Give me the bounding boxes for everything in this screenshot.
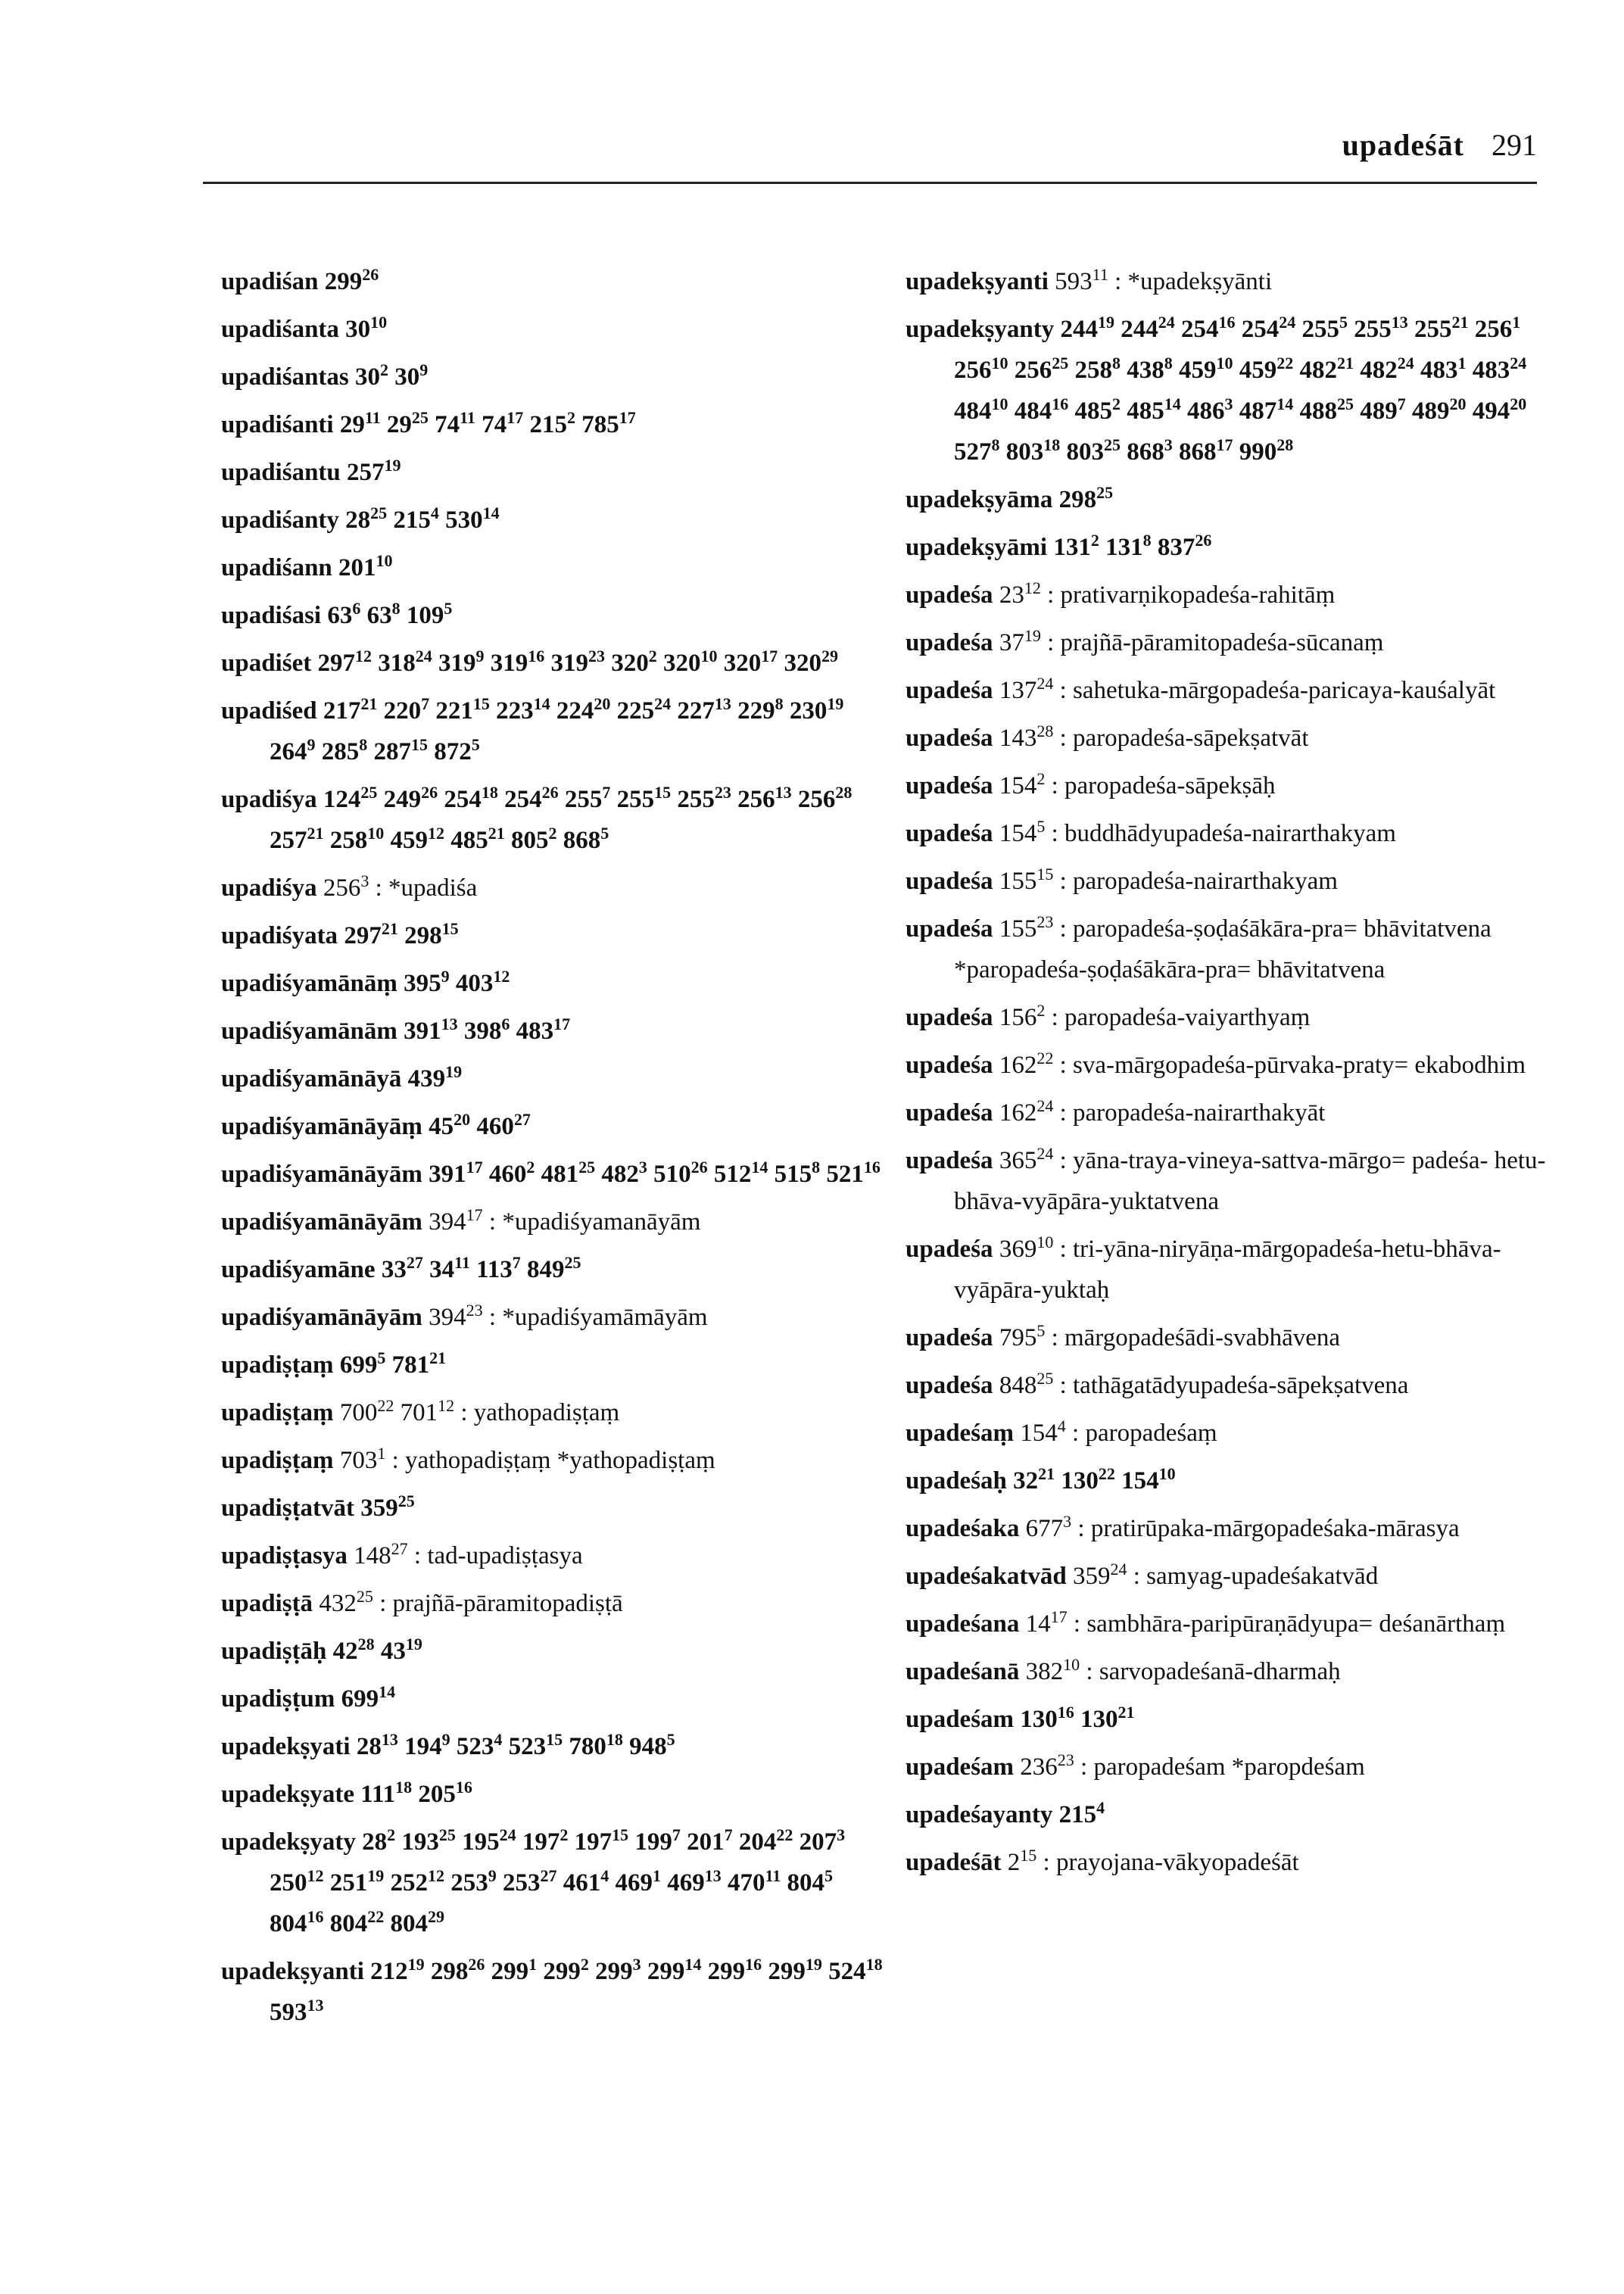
entry-references: $28^{25}$ $215^4$ $530^{14}$ bbox=[345, 503, 500, 534]
entry-headword: upadeśam bbox=[906, 1706, 1015, 1733]
entry-note: : paropadeśa-sāpekṣatvāt bbox=[1059, 725, 1309, 752]
entry-note: : paropadeśaṃ bbox=[1072, 1420, 1217, 1447]
index-entry bbox=[906, 575, 1557, 616]
entry-note: : tri-yāna-niryāṇa-mārgopadeśa-hetu-bhāva-vyāpāra-yuktaḥ bbox=[954, 1236, 1501, 1304]
index-entry bbox=[221, 404, 887, 445]
index-entry bbox=[221, 1297, 887, 1338]
entry-headword: upadeśa bbox=[906, 1324, 993, 1351]
entry-headword: upadiśyamānāyām bbox=[221, 1208, 422, 1236]
entry-references: $256^3$ bbox=[323, 871, 369, 902]
index-entry bbox=[906, 1604, 1557, 1644]
index-entry bbox=[221, 915, 887, 956]
entry-headword: upadeśa bbox=[906, 1052, 993, 1079]
entry-headword: upadiśantu bbox=[221, 459, 341, 486]
entry-headword: upadiśann bbox=[221, 554, 332, 581]
entry-references: $432^{25}$ bbox=[319, 1587, 373, 1617]
entry-references: $700^{22}$ $701^{12}$ bbox=[339, 1396, 455, 1426]
index-entry bbox=[221, 1535, 887, 1576]
entry-references: $30^{10}$ bbox=[345, 313, 388, 343]
entry-references: $131^2$ $131^8$ $837^{26}$ bbox=[1053, 531, 1212, 561]
entry-note: : paropadeśa-nairarthakyam bbox=[1059, 868, 1338, 895]
index-entry bbox=[906, 1747, 1557, 1788]
index-entry bbox=[221, 1583, 887, 1624]
entry-headword: upadeśakatvād bbox=[906, 1563, 1067, 1590]
entry-headword: upadeśa bbox=[906, 868, 993, 895]
entry-headword: upadeśanā bbox=[906, 1658, 1020, 1685]
entry-headword: upadiśasi bbox=[221, 602, 322, 629]
index-entry bbox=[906, 997, 1557, 1038]
entry-note: : prativarṇikopadeśa-rahitāṃ bbox=[1047, 581, 1336, 609]
entry-headword: upadekṣyati bbox=[221, 1733, 351, 1760]
index-entry bbox=[906, 765, 1557, 806]
entry-references: $299^{26}$ bbox=[324, 265, 379, 295]
entry-headword: upadeśa bbox=[906, 1236, 993, 1263]
entry-references: $30^2$ $30^9$ bbox=[355, 360, 429, 391]
entry-note: : paropadeśa-ṣoḍaśākāra-pra= bhāvitatvena *paropadeśa-ṣoḍaśākāra-pra= bhāvitatvena bbox=[954, 915, 1492, 983]
entry-headword: upadiśanta bbox=[221, 316, 339, 343]
entry-headword: upadeśāt bbox=[906, 1849, 1002, 1876]
entry-note: : prajñā-pāramitopadiṣṭā bbox=[379, 1590, 623, 1617]
index-entry bbox=[906, 1365, 1557, 1406]
index-entry bbox=[906, 1045, 1557, 1086]
entry-references: $32^{21}$ $130^{22}$ $154^{10}$ bbox=[1013, 1464, 1176, 1495]
index-entry bbox=[221, 357, 887, 397]
index-entry bbox=[906, 1556, 1557, 1597]
entry-headword: upadiśyamānāyām bbox=[221, 1161, 422, 1188]
index-entry bbox=[906, 1229, 1557, 1311]
entry-references: $23^{12}$ bbox=[999, 578, 1041, 609]
index-entry bbox=[906, 479, 1557, 520]
entry-references: $593^{11}$ bbox=[1055, 265, 1108, 295]
index-entry bbox=[221, 1154, 887, 1195]
index-entry bbox=[221, 1678, 887, 1719]
index-entry bbox=[221, 1345, 887, 1385]
index-entry bbox=[221, 963, 887, 1004]
index-entry bbox=[221, 1488, 887, 1529]
entry-headword: upadeśa bbox=[906, 725, 993, 752]
entry-references: $394^{17}$ bbox=[429, 1205, 483, 1236]
entry-references: $28^2$ $193^{25}$ $195^{24}$ $197^2$ $197^{15}$ $199^7$ $201^7$ $204^{22}$ $207^3$ $250^{12}$ $251^{19}$ $252^{12}$ $253^9$ $253^{27}$ $461^4$ $469^1$ $469^{13}$ $470^{11}$ $804^5$ $804^{16}$ $804^{22}$ $804^{29}$ bbox=[270, 1825, 846, 1937]
index-entry bbox=[906, 1460, 1557, 1501]
index-entry bbox=[221, 261, 887, 302]
index-entry bbox=[906, 718, 1557, 759]
entry-references: $699^5$ $781^{21}$ bbox=[339, 1348, 447, 1379]
index-entry bbox=[221, 1631, 887, 1672]
page-number: 291 bbox=[1492, 128, 1537, 162]
entry-note: : pratirūpaka-mārgopadeśaka-mārasya bbox=[1077, 1515, 1460, 1542]
index-entry bbox=[906, 813, 1557, 854]
right-column bbox=[906, 261, 1557, 1890]
index-entry bbox=[906, 261, 1557, 302]
entry-note: : *upadekṣyānti bbox=[1114, 268, 1273, 295]
entry-headword: upadeśam bbox=[906, 1753, 1015, 1781]
entry-headword: upadekṣyāmi bbox=[906, 534, 1048, 561]
entry-note: : yathopadiṣṭaṃ bbox=[460, 1399, 620, 1426]
entry-references: $848^{25}$ bbox=[999, 1369, 1054, 1399]
index-entry bbox=[221, 1726, 887, 1767]
entry-headword: upadiṣṭaṃ bbox=[221, 1399, 334, 1426]
entry-references: $111^{18}$ $205^{16}$ bbox=[360, 1778, 472, 1808]
entry-note: : tad-upadiṣṭasya bbox=[413, 1542, 583, 1569]
entry-references: $154^2$ bbox=[999, 769, 1046, 799]
entry-headword: upadeśa bbox=[906, 677, 993, 704]
entry-note: : *upadiśa bbox=[375, 874, 478, 902]
entry-references: $14^{17}$ bbox=[1025, 1607, 1068, 1638]
entry-note: : sarvopadeśanā-dharmaḥ bbox=[1086, 1658, 1341, 1685]
index-entry bbox=[221, 500, 887, 541]
entry-references: $297^{12}$ $318^{24}$ $319^9$ $319^{16}$ $319^{23}$ $320^2$ $320^{10}$ $320^{17}$ $320^{29}$ bbox=[317, 647, 838, 677]
index-entry bbox=[221, 1011, 887, 1052]
entry-headword: upadekṣyate bbox=[221, 1781, 355, 1808]
entry-note: : yāna-traya-vineya-sattva-mārgo= padeśa- hetu-bhāva-vyāpāra-yuktatvena bbox=[954, 1147, 1546, 1215]
index-entry bbox=[221, 1058, 887, 1099]
index-entry bbox=[906, 1842, 1557, 1883]
entry-headword: upadeśa bbox=[906, 772, 993, 799]
entry-headword: upadeśa bbox=[906, 1099, 993, 1127]
entry-headword: upadiśyamāne bbox=[221, 1256, 376, 1283]
entry-references: $391^{17}$ $460^2$ $481^{25}$ $482^3$ $510^{26}$ $512^{14}$ $515^8$ $521^{16}$ bbox=[429, 1158, 881, 1188]
left-column bbox=[221, 261, 887, 2040]
index-entry bbox=[906, 1699, 1557, 1740]
entry-note: : *upadiśyamāmāyām bbox=[488, 1304, 708, 1331]
entry-references: $154^4$ bbox=[1020, 1417, 1066, 1447]
entry-note: : buddhādyupadeśa-nairarthakyam bbox=[1051, 820, 1396, 847]
entry-headword: upadeśa bbox=[906, 1147, 993, 1174]
entry-note: : paropadeśa-vaiyarthyaṃ bbox=[1051, 1004, 1311, 1031]
entry-note: : samyag-upadeśakatvād bbox=[1133, 1563, 1379, 1590]
entry-headword: upadiśed bbox=[221, 697, 317, 725]
entry-headword: upadekṣyanti bbox=[906, 268, 1049, 295]
entry-headword: upadekṣyāma bbox=[906, 486, 1053, 513]
entry-headword: upadiṣṭum bbox=[221, 1685, 335, 1713]
entry-headword: upadiśantas bbox=[221, 363, 349, 391]
entry-references: $395^9$ $403^{12}$ bbox=[404, 967, 510, 997]
entry-headword: upadeśana bbox=[906, 1610, 1020, 1638]
entry-note: : tathāgatādyupadeśa-sāpekṣatvena bbox=[1059, 1372, 1409, 1399]
entry-references: $155^{15}$ bbox=[999, 865, 1054, 895]
entry-headword: upadeśa bbox=[906, 1372, 993, 1399]
entry-references: $42^{28}$ $43^{19}$ bbox=[332, 1635, 422, 1665]
entry-headword: upadekṣyaty bbox=[221, 1828, 356, 1856]
entry-references: $795^5$ bbox=[999, 1321, 1046, 1351]
entry-headword: upadiśanti bbox=[221, 411, 334, 438]
entry-headword: upadiṣṭatvāt bbox=[221, 1495, 355, 1522]
entry-headword: upadiśya bbox=[221, 786, 317, 813]
entry-headword: upadeśa bbox=[906, 820, 993, 847]
entry-references: $257^{19}$ bbox=[347, 456, 401, 486]
entry-references: $28^{13}$ $194^9$ $523^4$ $523^{15}$ $780^{18}$ $948^5$ bbox=[356, 1730, 675, 1760]
index-entry bbox=[906, 1508, 1557, 1549]
entry-headword: upadiṣṭā bbox=[221, 1590, 313, 1617]
entry-references: $124^{25}$ $249^{26}$ $254^{18}$ $254^{26}$ $255^7$ $255^{15}$ $255^{23}$ $256^{13}$ $256^{28}$ $257^{21}$ $258^{10}$ $459^{12}$ $485^{21}$ $805^2$ $868^5$ bbox=[270, 783, 853, 854]
entry-references: $162^{24}$ bbox=[999, 1096, 1054, 1127]
entry-references: $297^{21}$ $298^{15}$ bbox=[344, 919, 459, 949]
entry-references: $215^4$ bbox=[1058, 1798, 1105, 1828]
entry-headword: upadiṣṭāḥ bbox=[221, 1638, 327, 1665]
entry-headword: upadiśyamānāyām bbox=[221, 1304, 422, 1331]
running-headword: upadeśāt bbox=[1342, 128, 1464, 162]
index-entry bbox=[221, 643, 887, 684]
entry-references: $37^{19}$ bbox=[999, 626, 1041, 656]
entry-references: $236^{23}$ bbox=[1020, 1750, 1074, 1781]
entry-headword: upadiśyamānāṃ bbox=[221, 970, 397, 997]
entry-references: $137^{24}$ bbox=[999, 674, 1054, 704]
index-entry bbox=[221, 452, 887, 493]
index-entry bbox=[221, 868, 887, 909]
entry-headword: upadiśan bbox=[221, 268, 319, 295]
entry-references: $359^{24}$ bbox=[1073, 1560, 1127, 1590]
entry-references: $130^{16}$ $130^{21}$ bbox=[1020, 1703, 1135, 1733]
entry-references: $359^{25}$ bbox=[360, 1491, 415, 1522]
entry-headword: upadiṣṭaṃ bbox=[221, 1351, 334, 1379]
index-entry bbox=[221, 779, 887, 861]
entry-headword: upadekṣyanty bbox=[906, 316, 1055, 343]
entry-headword: upadiśyamānāyā bbox=[221, 1065, 402, 1092]
entry-references: $677^3$ bbox=[1025, 1512, 1072, 1542]
entry-references: $217^{21}$ $220^7$ $221^{15}$ $223^{14}$ $224^{20}$ $225^{24}$ $227^{13}$ $229^8$ $230^{19}$ $264^9$ $285^8$ $287^{15}$ $872^5$ bbox=[270, 694, 844, 765]
entry-references: $298^{25}$ bbox=[1058, 483, 1114, 513]
index-entry bbox=[221, 1106, 887, 1147]
entry-references: $154^5$ bbox=[999, 817, 1046, 847]
entry-headword: upadeśayanty bbox=[906, 1801, 1053, 1828]
entry-references: $143^{28}$ bbox=[999, 722, 1054, 752]
index-entry bbox=[906, 309, 1557, 472]
index-entry bbox=[906, 622, 1557, 663]
entry-references: $244^{19}$ $244^{24}$ $254^{16}$ $254^{24}$ $255^5$ $255^{13}$ $255^{21}$ $256^1$ $256^{10}$ $256^{25}$ $258^8$ $438^8$ $459^{10}$ $459^{22}$ $482^{21}$ $482^{24}$ $483^1$ $483^{24}$ $484^{10}$ $484^{16}$ $485^2$ $485^{14}$ $486^3$ $487^{14}$ $488^{25}$ $489^7$ $489^{20}$ $494^{20}$ $527^8$ $803^{18}$ $803^{25}$ $868^3$ $868^{17}$ $990^{28}$ bbox=[954, 313, 1527, 466]
entry-references: $365^{24}$ bbox=[999, 1144, 1054, 1174]
entry-headword: upadeśaka bbox=[906, 1515, 1020, 1542]
entry-headword: upadiśya bbox=[221, 874, 317, 902]
entry-references: $162^{22}$ bbox=[999, 1049, 1054, 1079]
index-entry bbox=[221, 1440, 887, 1481]
entry-note: : paropadeśam *paropdeśam bbox=[1080, 1753, 1365, 1781]
entry-note: : paropadeśa-nairarthakyāt bbox=[1059, 1099, 1326, 1127]
entry-note: : prayojana-vākyopadeśāt bbox=[1043, 1849, 1299, 1876]
index-entry bbox=[221, 1202, 887, 1242]
index-entry bbox=[906, 1794, 1557, 1835]
entry-headword: upadeśa bbox=[906, 915, 993, 943]
index-entry bbox=[221, 309, 887, 350]
entry-headword: upadeśa bbox=[906, 1004, 993, 1031]
entry-references: $439^{19}$ bbox=[407, 1062, 463, 1092]
entry-references: $699^{14}$ bbox=[341, 1682, 396, 1713]
entry-references: $391^{13}$ $398^6$ $483^{17}$ bbox=[404, 1015, 571, 1045]
entry-references: $369^{10}$ bbox=[999, 1233, 1054, 1263]
entry-references: $63^6$ $63^8$ $109^5$ bbox=[327, 599, 453, 629]
entry-note: : *upadiśyamanāyām bbox=[488, 1208, 701, 1236]
index-entry bbox=[221, 1951, 887, 2033]
entry-headword: upadeśaḥ bbox=[906, 1467, 1007, 1495]
entry-note: : paropadeśa-sāpekṣāḥ bbox=[1051, 772, 1276, 799]
entry-headword: upadeśaṃ bbox=[906, 1420, 1015, 1447]
index-entry bbox=[221, 1392, 887, 1433]
entry-headword: upadiṣṭaṃ bbox=[221, 1447, 334, 1474]
entry-headword: upadiśyamānāyāṃ bbox=[221, 1113, 422, 1140]
entry-references: $45^{20}$ $460^{27}$ bbox=[429, 1110, 531, 1140]
entry-note: : sva-mārgopadeśa-pūrvaka-praty= ekabodhim bbox=[1059, 1052, 1526, 1079]
entry-references: $148^{27}$ bbox=[354, 1539, 408, 1569]
index-entry bbox=[906, 1092, 1557, 1133]
entry-references: $155^{23}$ bbox=[999, 912, 1054, 943]
entry-references: $156^2$ bbox=[999, 1001, 1046, 1031]
index-entry bbox=[221, 690, 887, 772]
entry-note: : prajñā-pāramitopadeśa-sūcanaṃ bbox=[1047, 629, 1384, 656]
index-entry bbox=[906, 670, 1557, 711]
index-entry bbox=[221, 547, 887, 588]
entry-references: $201^{10}$ bbox=[338, 551, 393, 581]
entry-references: $703^1$ bbox=[339, 1444, 386, 1474]
index-entry bbox=[221, 595, 887, 636]
index-entry bbox=[906, 861, 1557, 902]
entry-references: $382^{10}$ bbox=[1025, 1655, 1080, 1685]
header-rule bbox=[203, 182, 1537, 184]
entry-references: $2^{15}$ bbox=[1007, 1846, 1037, 1876]
entry-headword: upadeśa bbox=[906, 629, 993, 656]
entry-headword: upadiśyamānām bbox=[221, 1018, 397, 1045]
entry-note: : sahetuka-mārgopadeśa-paricaya-kauśalyāt bbox=[1059, 677, 1496, 704]
entry-headword: upadiṣṭasya bbox=[221, 1542, 348, 1569]
entry-note: : mārgopadeśādi-svabhāvena bbox=[1051, 1324, 1341, 1351]
index-entry bbox=[906, 1317, 1557, 1358]
entry-note: : sambhāra-paripūraṇādyupa= deśanārthaṃ bbox=[1073, 1610, 1506, 1638]
entry-references: $394^{23}$ bbox=[429, 1301, 483, 1331]
index-entry bbox=[221, 1774, 887, 1815]
index-entry bbox=[906, 1413, 1557, 1454]
entry-note: : yathopadiṣṭaṃ *yathopadiṣṭaṃ bbox=[391, 1447, 715, 1474]
index-entry bbox=[906, 527, 1557, 568]
entry-headword: upadiśyata bbox=[221, 922, 338, 949]
entry-headword: upadekṣyanti bbox=[221, 1958, 364, 1985]
entry-references: $212^{19}$ $298^{26}$ $299^1$ $299^2$ $299^3$ $299^{14}$ $299^{16}$ $299^{19}$ $524^{18}$ $593^{13}$ bbox=[270, 1955, 883, 2026]
index-entry bbox=[906, 1140, 1557, 1222]
running-header bbox=[1090, 127, 1537, 163]
index-entry bbox=[906, 1651, 1557, 1692]
entry-headword: upadiśet bbox=[221, 650, 312, 677]
entry-references: $29^{11}$ $29^{25}$ $74^{11}$ $74^{17}$ $215^2$ $785^{17}$ bbox=[339, 408, 636, 438]
entry-references: $33^{27}$ $34^{11}$ $113^7$ $849^{25}$ bbox=[381, 1253, 581, 1283]
entry-headword: upadeśa bbox=[906, 581, 993, 609]
index-entry bbox=[906, 909, 1557, 990]
entry-headword: upadiśanty bbox=[221, 506, 339, 534]
index-entry bbox=[221, 1822, 887, 1944]
index-entry bbox=[221, 1249, 887, 1290]
